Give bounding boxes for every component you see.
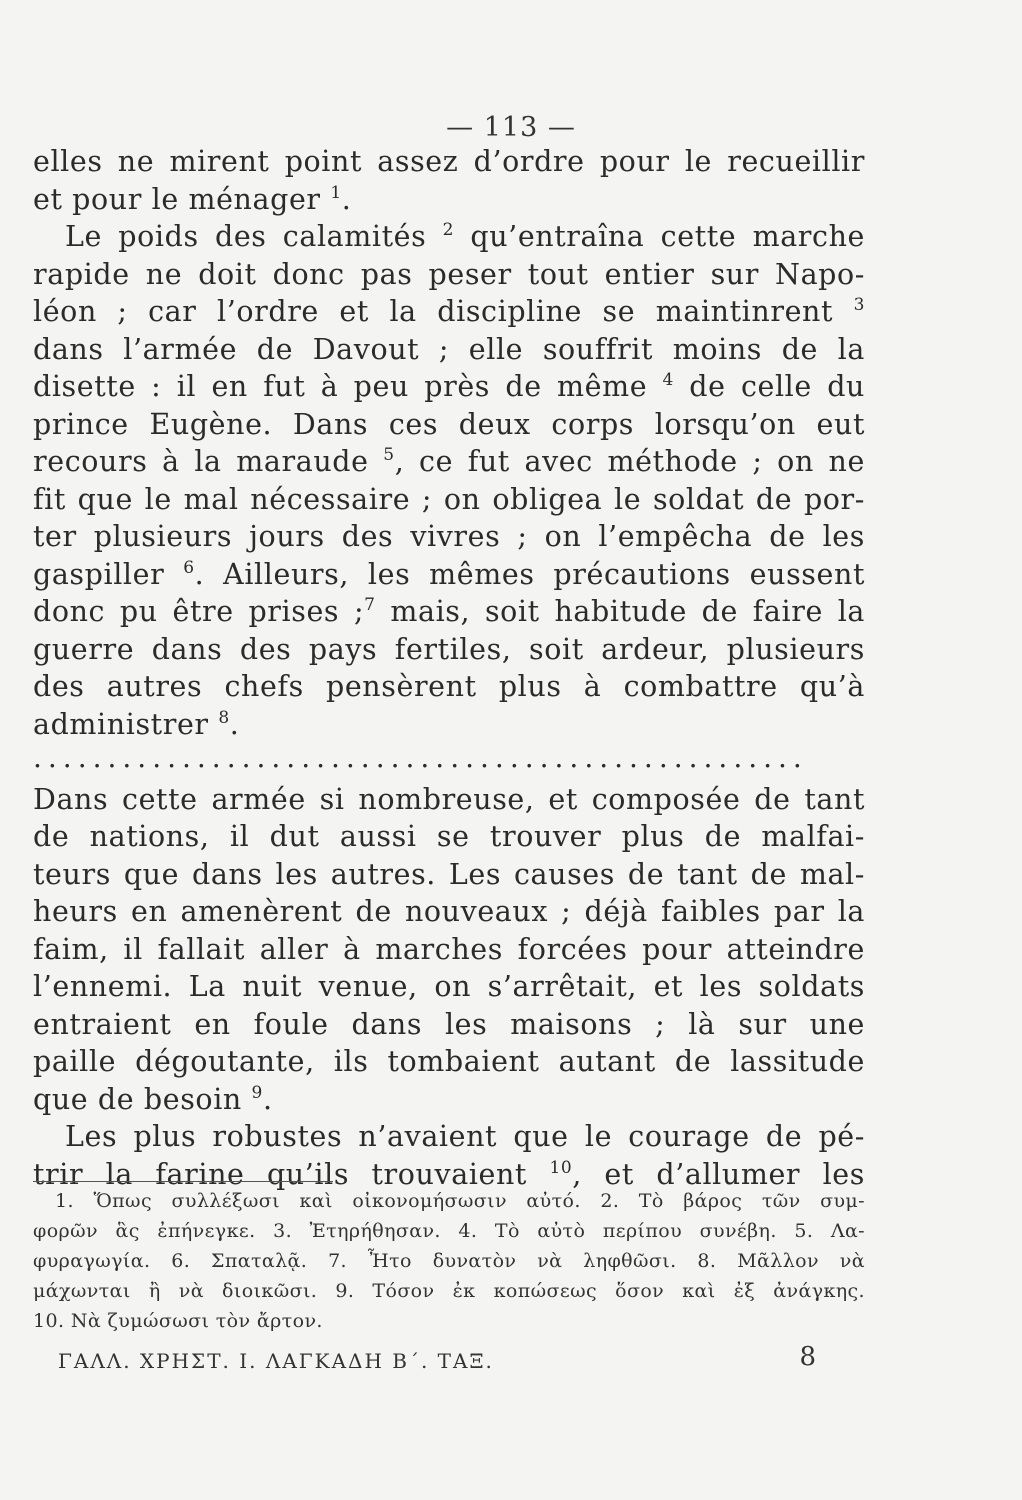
body-text	[33, 143, 865, 1193]
text-line: de nations, il dut aussi se trouver plus de malfai-	[33, 820, 865, 853]
text-line: teurs que dans les autres. Les causes de tant de mal-	[33, 857, 865, 891]
text-line: recours à la maraude $^5$, ce fut avec méthode ; on ne	[33, 445, 865, 478]
note-ref: 1	[330, 182, 342, 203]
text-line: Le poids des calamités $^2$ qu’entraîna cette marche	[65, 220, 865, 253]
text-line: trir la farine qu’ils trouvaient $^{10}$, et d’allumer les	[33, 1157, 865, 1191]
text-line: Dans cette armée si nombreuse, et composée de tant	[33, 782, 865, 816]
page-number: — 113 —	[446, 112, 576, 143]
text-line: donc pu être prises ;$^7$ mais, soit habitude de faire la	[33, 595, 865, 628]
footnotes	[33, 1186, 865, 1336]
text-line: que de besoin $^9$.	[33, 1082, 273, 1116]
note-ref: 5	[383, 445, 395, 465]
printer-signature: ΓΑΛΛ. ΧΡΗΣΤ. Ι. ΛΑΓΚΑΔΗ Β΄. ΤΑΞ.	[58, 1349, 494, 1373]
text-line: dans l’armée de Davout ; elle souffrit moins de la	[33, 332, 865, 366]
text-line: l’ennemi. La nuit venue, on s’arrêtait, et les soldats	[33, 970, 865, 1003]
text-line: Les plus robustes n’avaient que le courage de pé-	[65, 1120, 865, 1153]
text-line: disette : il en fut à peu près de même $^4$ de celle du	[33, 370, 865, 403]
note-ref: 7	[364, 595, 376, 615]
text-line: entraient en foule dans les maisons ; là sur une	[33, 1007, 865, 1041]
text-line: léon ; car l’ordre et la discipline se maintinrent $^3$	[33, 295, 865, 328]
footnote-line: φυραγωγία. 6. Σπαταλᾷ. 7. Ἦτο δυνατὸν νὰ ληφθῶσι. 8. Μᾶλλον νὰ	[33, 1250, 865, 1272]
text-line: des autres chefs pensèrent plus à combattre qu’à	[33, 670, 865, 703]
footnote-line: μάχωνται ἢ νὰ διοικῶσι. 9. Τόσον ἐκ κοπώσεως ὅσον καὶ ἐξ ἀνάγκης.	[33, 1280, 865, 1302]
footnote-line: 10. Νὰ ζυμώσωσι τὸν ἄρτον.	[33, 1310, 323, 1332]
text-line: faim, il fallait aller à marches forcées pour atteindre	[33, 932, 865, 966]
text-line: gaspiller $^6$. Ailleurs, les mêmes précautions eussent	[33, 557, 865, 591]
text-line: guerre dans des pays fertiles, soit ardeur, plusieurs	[33, 632, 865, 666]
text-line: prince Eugène. Dans ces deux corps lorsqu’on eut	[33, 407, 865, 441]
note-ref: 9	[251, 1082, 263, 1103]
text-line: rapide ne doit donc pas peser tout entier sur Napo-	[33, 257, 865, 291]
note-ref: 8	[218, 707, 230, 728]
text-line: administrer $^8$.	[33, 707, 240, 741]
note-ref: 10	[549, 1157, 573, 1178]
sheet-number: 8	[799, 1342, 816, 1372]
text-line: et pour le ménager $^1$.	[33, 182, 352, 216]
text-line: ter plusieurs jours des vivres ; on l’empêcha de les	[33, 520, 865, 553]
note-ref: 2	[442, 220, 455, 240]
text-line: heurs en amenèrent de nouveaux ; déjà faibles par la	[33, 895, 865, 928]
footnote-line: 1. Ὅπως συλλέξωσι καὶ οἰκονομήσωσιν αὐτό. 2. Τὸ βάρος τῶν συμ-	[55, 1190, 865, 1212]
note-ref: 3	[853, 295, 865, 315]
footnote-rule	[33, 1181, 333, 1182]
footnote-line: φορῶν ἃς ἐπήνεγκε. 3. Ἐτηρήθησαν. 4. Τὸ αὐτὸ περίπου συνέβη. 5. Λα-	[33, 1220, 865, 1242]
text-line: elles ne mirent point assez d’ordre pour le recueillir	[33, 145, 865, 178]
text-line: paille dégoutante, ils tombaient autant de lassitude	[33, 1045, 865, 1078]
text-line: fit que le mal nécessaire ; on obligea le soldat de por-	[33, 482, 865, 516]
section-separator: ....................................................	[33, 743, 808, 774]
note-ref: 6	[183, 557, 195, 578]
note-ref: 4	[662, 370, 674, 390]
